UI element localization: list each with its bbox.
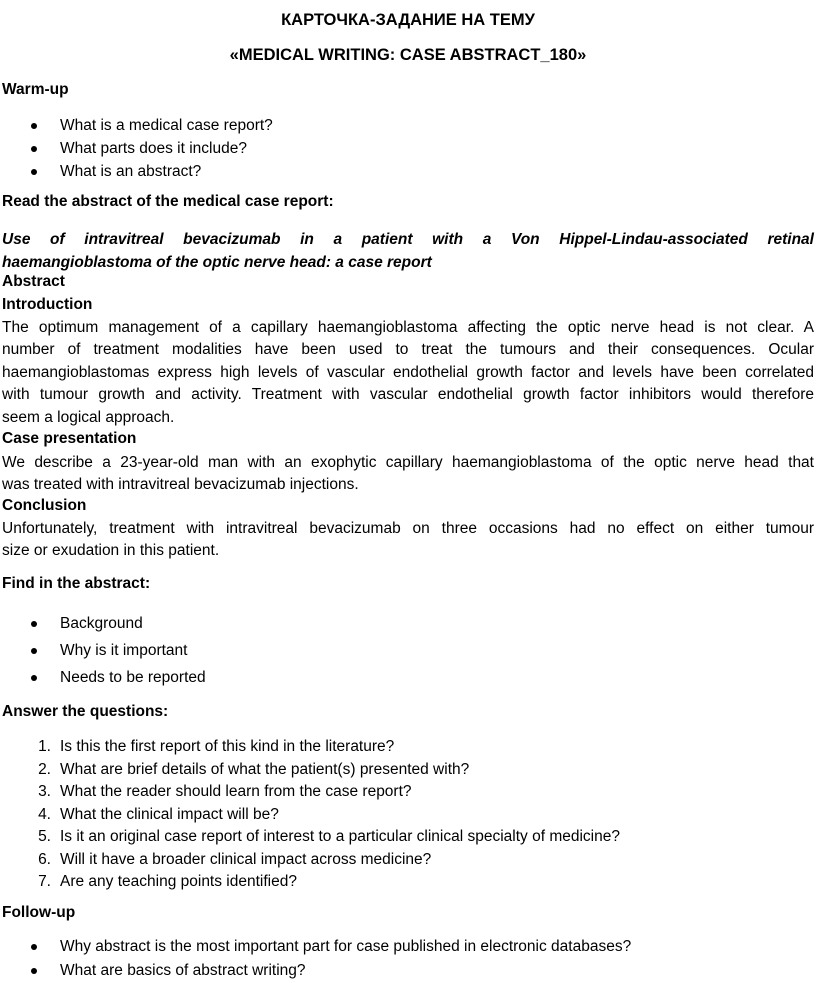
bullet-icon bbox=[31, 675, 37, 681]
page-title-line-2: «MEDICAL WRITING: CASE ABSTRACT_180» bbox=[229, 46, 587, 64]
list-item: Why is it important bbox=[0, 637, 206, 664]
list-item: 7. Are any teaching points identified? bbox=[38, 873, 297, 890]
article-title-line-2: haemangioblastoma of the optic nerve head: a case report bbox=[2, 254, 432, 271]
list-item: Background bbox=[0, 610, 206, 637]
questions-list bbox=[0, 736, 620, 894]
list-item: What is an abstract? bbox=[0, 160, 273, 183]
conclusion-paragraph: Unfortunately, treatment with intravitreal bevacizumab on three occasions had no effect on either tumour size or exudation in this patient. bbox=[2, 520, 814, 560]
bullet-icon bbox=[31, 968, 37, 974]
introduction-label: Introduction bbox=[2, 296, 93, 313]
find-list bbox=[0, 610, 206, 691]
answer-heading: Answer the questions: bbox=[2, 703, 169, 720]
bullet-icon bbox=[31, 944, 37, 950]
conclusion-label: Conclusion bbox=[2, 497, 87, 514]
bullet-icon bbox=[31, 648, 37, 654]
followup-heading: Follow-up bbox=[2, 904, 76, 921]
list-item: 3. What the reader should learn from the case report? bbox=[38, 783, 412, 800]
bullet-icon bbox=[31, 169, 37, 175]
case-presentation-paragraph: We describe a 23-year-old man with an exophytic capillary haemangioblastoma of the optic nerve head that was treated with intravitreal bevacizumab injections. bbox=[2, 454, 814, 494]
bullet-icon bbox=[31, 146, 37, 152]
abstract-label: Abstract bbox=[2, 273, 65, 290]
warmup-list bbox=[0, 114, 273, 183]
article-title-line-1: Use of intravitreal bevacizumab in a patient with a Von Hippel-Lindau-associated retinal bbox=[2, 231, 814, 248]
list-item: 1. Is this the first report of this kind in the literature? bbox=[38, 738, 395, 755]
list-item: 6. Will it have a broader clinical impact across medicine? bbox=[38, 850, 432, 868]
list-item: 2. What are brief details of what the patient(s) presented with? bbox=[38, 760, 470, 778]
list-item: Why abstract is the most important part for case published in electronic databases? bbox=[0, 935, 631, 959]
warmup-heading: Warm-up bbox=[2, 81, 69, 98]
find-heading: Find in the abstract: bbox=[2, 575, 151, 592]
followup-list bbox=[0, 935, 631, 983]
article-title bbox=[2, 228, 814, 274]
list-item: What parts does it include? bbox=[0, 137, 273, 160]
list-item: 5. Is it an original case report of interest to a particular clinical specialty of medicine? bbox=[38, 828, 620, 845]
introduction-paragraph: The optimum management of a capillary haemangioblastoma affecting the optic nerve head is not clear. A number of treatment modalities have been used to treat the tumours and their consequences. Ocular haemangioblastomas express high levels of vascular endothelial growth factor and levels have been correlated with tumour growth and activity. Treatment with vascular endothelial growth factor inhibitors would therefore seem a logical approach. bbox=[2, 319, 814, 426]
case-presentation-label: Case presentation bbox=[2, 430, 137, 447]
list-item: 4. What the clinical impact will be? bbox=[38, 805, 279, 823]
bullet-icon bbox=[31, 621, 37, 627]
read-heading: Read the abstract of the medical case report: bbox=[2, 193, 334, 210]
page-title-line-1: КАРТОЧКА-ЗАДАНИЕ НА ТЕМУ bbox=[281, 11, 535, 29]
list-item: What are basics of abstract writing? bbox=[0, 959, 631, 983]
list-item: What is a medical case report? bbox=[0, 114, 273, 137]
bullet-icon bbox=[31, 123, 37, 129]
list-item: Needs to be reported bbox=[0, 664, 206, 691]
